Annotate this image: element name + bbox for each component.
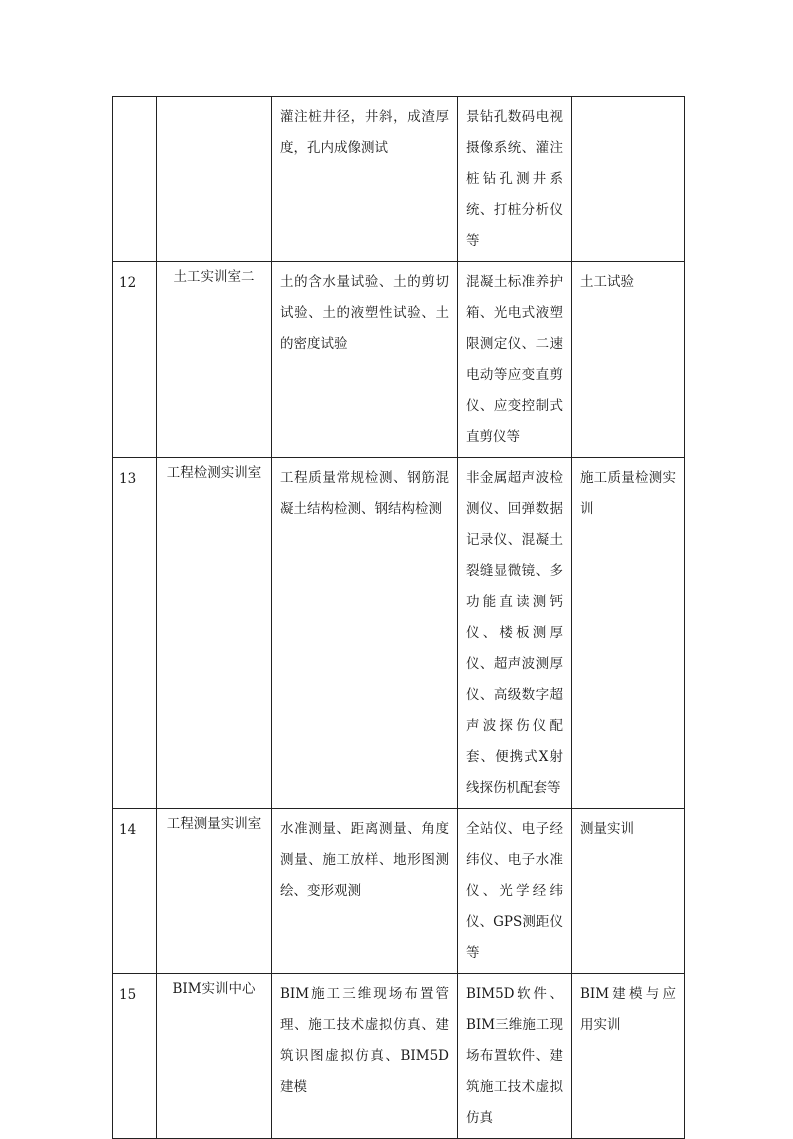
row-number: 15 — [119, 987, 137, 1003]
row-number-cell — [113, 97, 157, 262]
room-name-cell — [157, 262, 272, 458]
course-cell — [572, 262, 685, 458]
course-cell — [572, 974, 685, 1139]
equipment-cell — [458, 974, 572, 1139]
equipment-list: 全站仪、电子经纬仪、电子水准仪、光学经纬仪、GPS测距仪等 — [466, 821, 563, 961]
row-number: 14 — [119, 822, 137, 838]
row-number-cell — [113, 974, 157, 1139]
training-content: 土的含水量试验、土的剪切试验、土的液塑性试验、土的密度试验 — [280, 274, 449, 352]
table-row — [113, 458, 685, 809]
row-number-cell — [113, 458, 157, 809]
training-content-cell — [272, 809, 458, 974]
row-number-cell — [113, 262, 157, 458]
training-content-cell — [272, 458, 458, 809]
room-name-cell — [157, 809, 272, 974]
course-cell — [572, 809, 685, 974]
course-name — [572, 97, 684, 106]
course-cell — [572, 97, 685, 262]
room-name-cell — [157, 458, 272, 809]
course-name: 测量实训 — [580, 821, 634, 837]
equipment-cell — [458, 262, 572, 458]
row-number: 13 — [119, 471, 137, 487]
table-row — [113, 809, 685, 974]
room-name: BIM实训中心 — [172, 981, 256, 997]
equipment-list: BIM5D软件、BIM三维施工现场布置软件、建筑施工技术虚拟仿真 — [466, 986, 563, 1126]
row-number — [113, 97, 156, 103]
training-content: 灌注桩井径，井斜，成渣厚度，孔内成像测试 — [280, 109, 449, 156]
course-name: 土工试验 — [580, 274, 634, 290]
table-row — [113, 262, 685, 458]
equipment-cell — [458, 809, 572, 974]
training-content-cell — [272, 974, 458, 1139]
training-content: 工程质量常规检测、钢筋混凝土结构检测、钢结构检测 — [280, 470, 449, 517]
equipment-cell — [458, 97, 572, 262]
room-name: 工程测量实训室 — [166, 816, 262, 832]
training-content: BIM施工三维现场布置管理、施工技术虚拟仿真、建筑识图虚拟仿真、BIM5D建模 — [280, 986, 449, 1095]
row-number: 12 — [119, 275, 137, 291]
equipment-cell — [458, 458, 572, 809]
training-content: 水准测量、距离测量、角度测量、施工放样、地形图测绘、变形观测 — [280, 821, 449, 899]
equipment-list: 非金属超声波检测仪、回弹数据记录仪、混凝土裂缝显微镜、多功能直读测钙仪、楼板测厚仪、超声波测厚仪、高级数字超声波探伤仪配套、便携式X射线探伤机配套等 — [466, 470, 563, 796]
room-name-cell — [157, 97, 272, 262]
table-row — [113, 974, 685, 1139]
room-name-cell — [157, 974, 272, 1139]
equipment-list: 混凝土标准养护箱、光电式液塑限测定仪、二速电动等应变直剪仪、应变控制式直剪仪等 — [466, 274, 563, 445]
equipment-list: 景钻孔数码电视摄像系统、灌注桩钻孔测井系统、打桩分析仪等 — [466, 109, 563, 249]
room-name: 工程检测实训室 — [166, 465, 262, 481]
course-name: BIM建模与应用实训 — [580, 986, 676, 1033]
room-name: 土工实训室二 — [173, 269, 255, 285]
row-number-cell — [113, 809, 157, 974]
training-content-cell — [272, 97, 458, 262]
training-room-table — [112, 96, 685, 1139]
training-content-cell — [272, 262, 458, 458]
course-cell — [572, 458, 685, 809]
table-row — [113, 97, 685, 262]
course-name: 施工质量检测实训 — [580, 470, 676, 517]
